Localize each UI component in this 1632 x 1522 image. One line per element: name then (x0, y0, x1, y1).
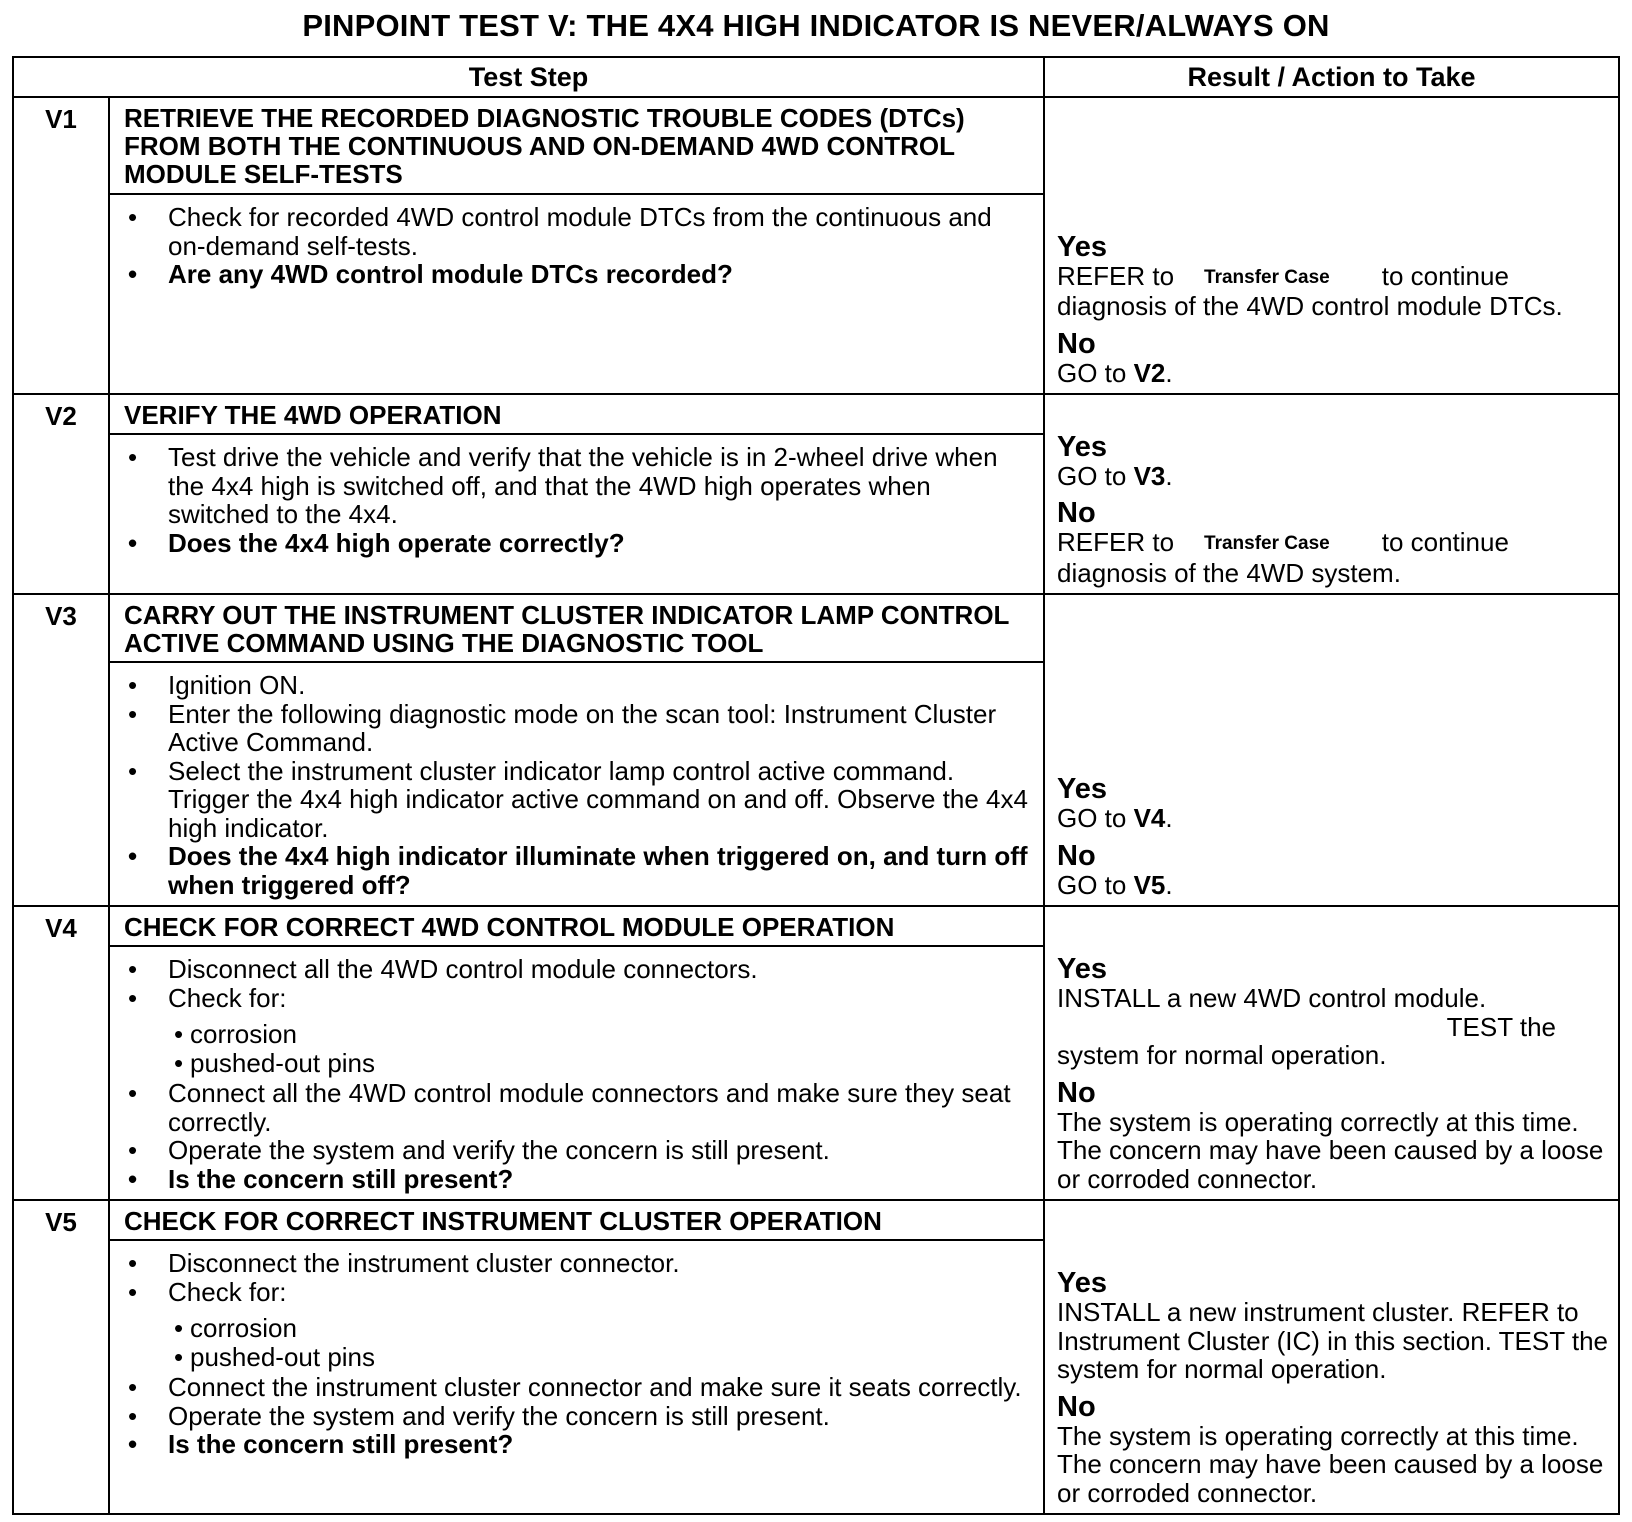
step-heading: CHECK FOR CORRECT INSTRUMENT CLUSTER OPERATION (109, 1200, 1044, 1240)
step-heading: RETRIEVE THE RECORDED DIAGNOSTIC TROUBLE CODES (DTCs) FROM BOTH THE CONTINUOUS AND ON-DEMAND 4WD CONTROL MODULE SELF-TESTS (109, 97, 1044, 194)
step-id: V3 (13, 594, 109, 906)
yes-action: GO to V3. (1057, 460, 1173, 491)
sub-list-item: • pushed-out pins (124, 1343, 1033, 1372)
step-body (109, 434, 1044, 594)
step-v2-heading-row (13, 394, 1619, 434)
yes-label: Yes (1057, 773, 1107, 805)
yes-label: Yes (1057, 430, 1107, 463)
step-result (1044, 1200, 1619, 1514)
yes-label: Yes (1057, 230, 1107, 263)
step-heading: CHECK FOR CORRECT 4WD CONTROL MODULE OPERATION (109, 906, 1044, 946)
transfer-case-link[interactable]: Transfer Case (1204, 533, 1330, 554)
question-item: • Is the concern still present? (124, 1430, 1033, 1459)
sub-list-item: • pushed-out pins (124, 1049, 1033, 1078)
sub-list-item: • corrosion (124, 1314, 1033, 1343)
yes-action-line3: system for normal operation. (1057, 1040, 1387, 1070)
step-id: V1 (13, 97, 109, 394)
step-result (1044, 906, 1619, 1200)
question-item: • Are any 4WD control module DTCs recorded? (124, 260, 1033, 289)
yes-action: GO to V4. (1057, 803, 1173, 833)
step-body (109, 194, 1044, 394)
no-action: GO to V5. (1057, 869, 1173, 900)
step-body (109, 1240, 1044, 1514)
step-heading: VERIFY THE 4WD OPERATION (109, 394, 1044, 434)
no-action: The system is operating correctly at this time. The concern may have been caused by a loose or corroded connector. (1057, 1106, 1604, 1194)
list-item: • Check for: • corrosion • pushed-out pins (124, 1278, 1033, 1372)
list-item: • Operate the system and verify the concern is still present. (124, 1402, 1033, 1431)
no-label: No (1057, 327, 1096, 360)
step-result (1044, 594, 1619, 906)
list-item: • Ignition ON. (124, 671, 1033, 700)
pinpoint-test-table (12, 56, 1620, 1515)
no-label: No (1057, 497, 1096, 529)
step-id: V4 (13, 906, 109, 1200)
list-item: • Check for recorded 4WD control module DTCs from the continuous and on-demand self-tests. (124, 203, 1033, 260)
sub-list-item: • corrosion (124, 1020, 1033, 1049)
list-item: • Connect the instrument cluster connector and make sure it seats correctly. (124, 1373, 1033, 1402)
list-item: • Connect all the 4WD control module connectors and make sure they seat correctly. (124, 1079, 1033, 1136)
header-result: Result / Action to Take (1044, 57, 1619, 97)
yes-action-line1: INSTALL a new 4WD control module. (1057, 983, 1487, 1013)
step-v3-heading-row (13, 594, 1619, 662)
yes-action-line2: TEST the (1446, 1011, 1556, 1042)
no-label: No (1057, 1076, 1096, 1109)
no-action: The system is operating correctly at this time. The concern may have been caused by a loose or corroded connector. (1057, 1420, 1604, 1508)
step-v1-heading-row (13, 97, 1619, 194)
table-header-row (13, 57, 1619, 97)
step-v5-heading-row (13, 1200, 1619, 1240)
step-result (1044, 394, 1619, 594)
list-item: • Operate the system and verify the concern is still present. (124, 1136, 1033, 1165)
list-item: • Check for: • corrosion • pushed-out pins (124, 984, 1033, 1078)
question-item: • Does the 4x4 high indicator illuminate when triggered on, and turn off when triggered off? (124, 842, 1033, 899)
no-label: No (1057, 839, 1096, 872)
list-item: • Select the instrument cluster indicator lamp control active command. Trigger the 4x4 high indicator active command on and off. Observe the 4x4 high indicator. (124, 757, 1033, 843)
list-item: • Enter the following diagnostic mode on the scan tool: Instrument Cluster Active Command. (124, 700, 1033, 757)
list-item: • Disconnect all the 4WD control module connectors. (124, 955, 1033, 984)
no-action: REFER to Transfer Case to continue diagnosis of the 4WD system. (1057, 527, 1509, 588)
question-item: • Does the 4x4 high operate correctly? (124, 529, 1033, 558)
goto-ref[interactable]: V2 (1133, 357, 1166, 388)
yes-label: Yes (1057, 1267, 1107, 1299)
step-v4-heading-row (13, 906, 1619, 946)
goto-ref[interactable]: V5 (1133, 869, 1166, 900)
list-item: • Disconnect the instrument cluster connector. (124, 1249, 1033, 1278)
yes-action: INSTALL a new instrument cluster. REFER to Instrument Cluster (IC) in this section. TEST the system for normal operation. (1057, 1297, 1609, 1384)
step-id: V2 (13, 394, 109, 594)
step-result (1044, 97, 1619, 394)
yes-label: Yes (1057, 953, 1107, 985)
list-item: • Test drive the vehicle and verify that the vehicle is in 2-wheel drive when the 4x4 high is switched off, and that the 4WD high operates when switched to the 4x4. (124, 443, 1033, 529)
step-body (109, 662, 1044, 906)
no-action: GO to V2. (1057, 357, 1173, 388)
transfer-case-link[interactable]: Transfer Case (1204, 266, 1330, 288)
step-heading: CARRY OUT THE INSTRUMENT CLUSTER INDICATOR LAMP CONTROL ACTIVE COMMAND USING THE DIAGNOSTIC TOOL (109, 594, 1044, 662)
yes-action: REFER to Transfer Case to continue diagnosis of the 4WD control module DTCs. (1057, 260, 1563, 321)
header-test-step: Test Step (13, 57, 1044, 97)
no-label: No (1057, 1390, 1096, 1423)
page-title: PINPOINT TEST V: THE 4X4 HIGH INDICATOR IS NEVER/ALWAYS ON (302, 8, 1330, 43)
goto-ref[interactable]: V3 (1133, 460, 1166, 491)
question-item: • Is the concern still present? (124, 1165, 1033, 1194)
step-body (109, 946, 1044, 1200)
goto-ref[interactable]: V4 (1133, 803, 1166, 833)
step-id: V5 (13, 1200, 109, 1514)
